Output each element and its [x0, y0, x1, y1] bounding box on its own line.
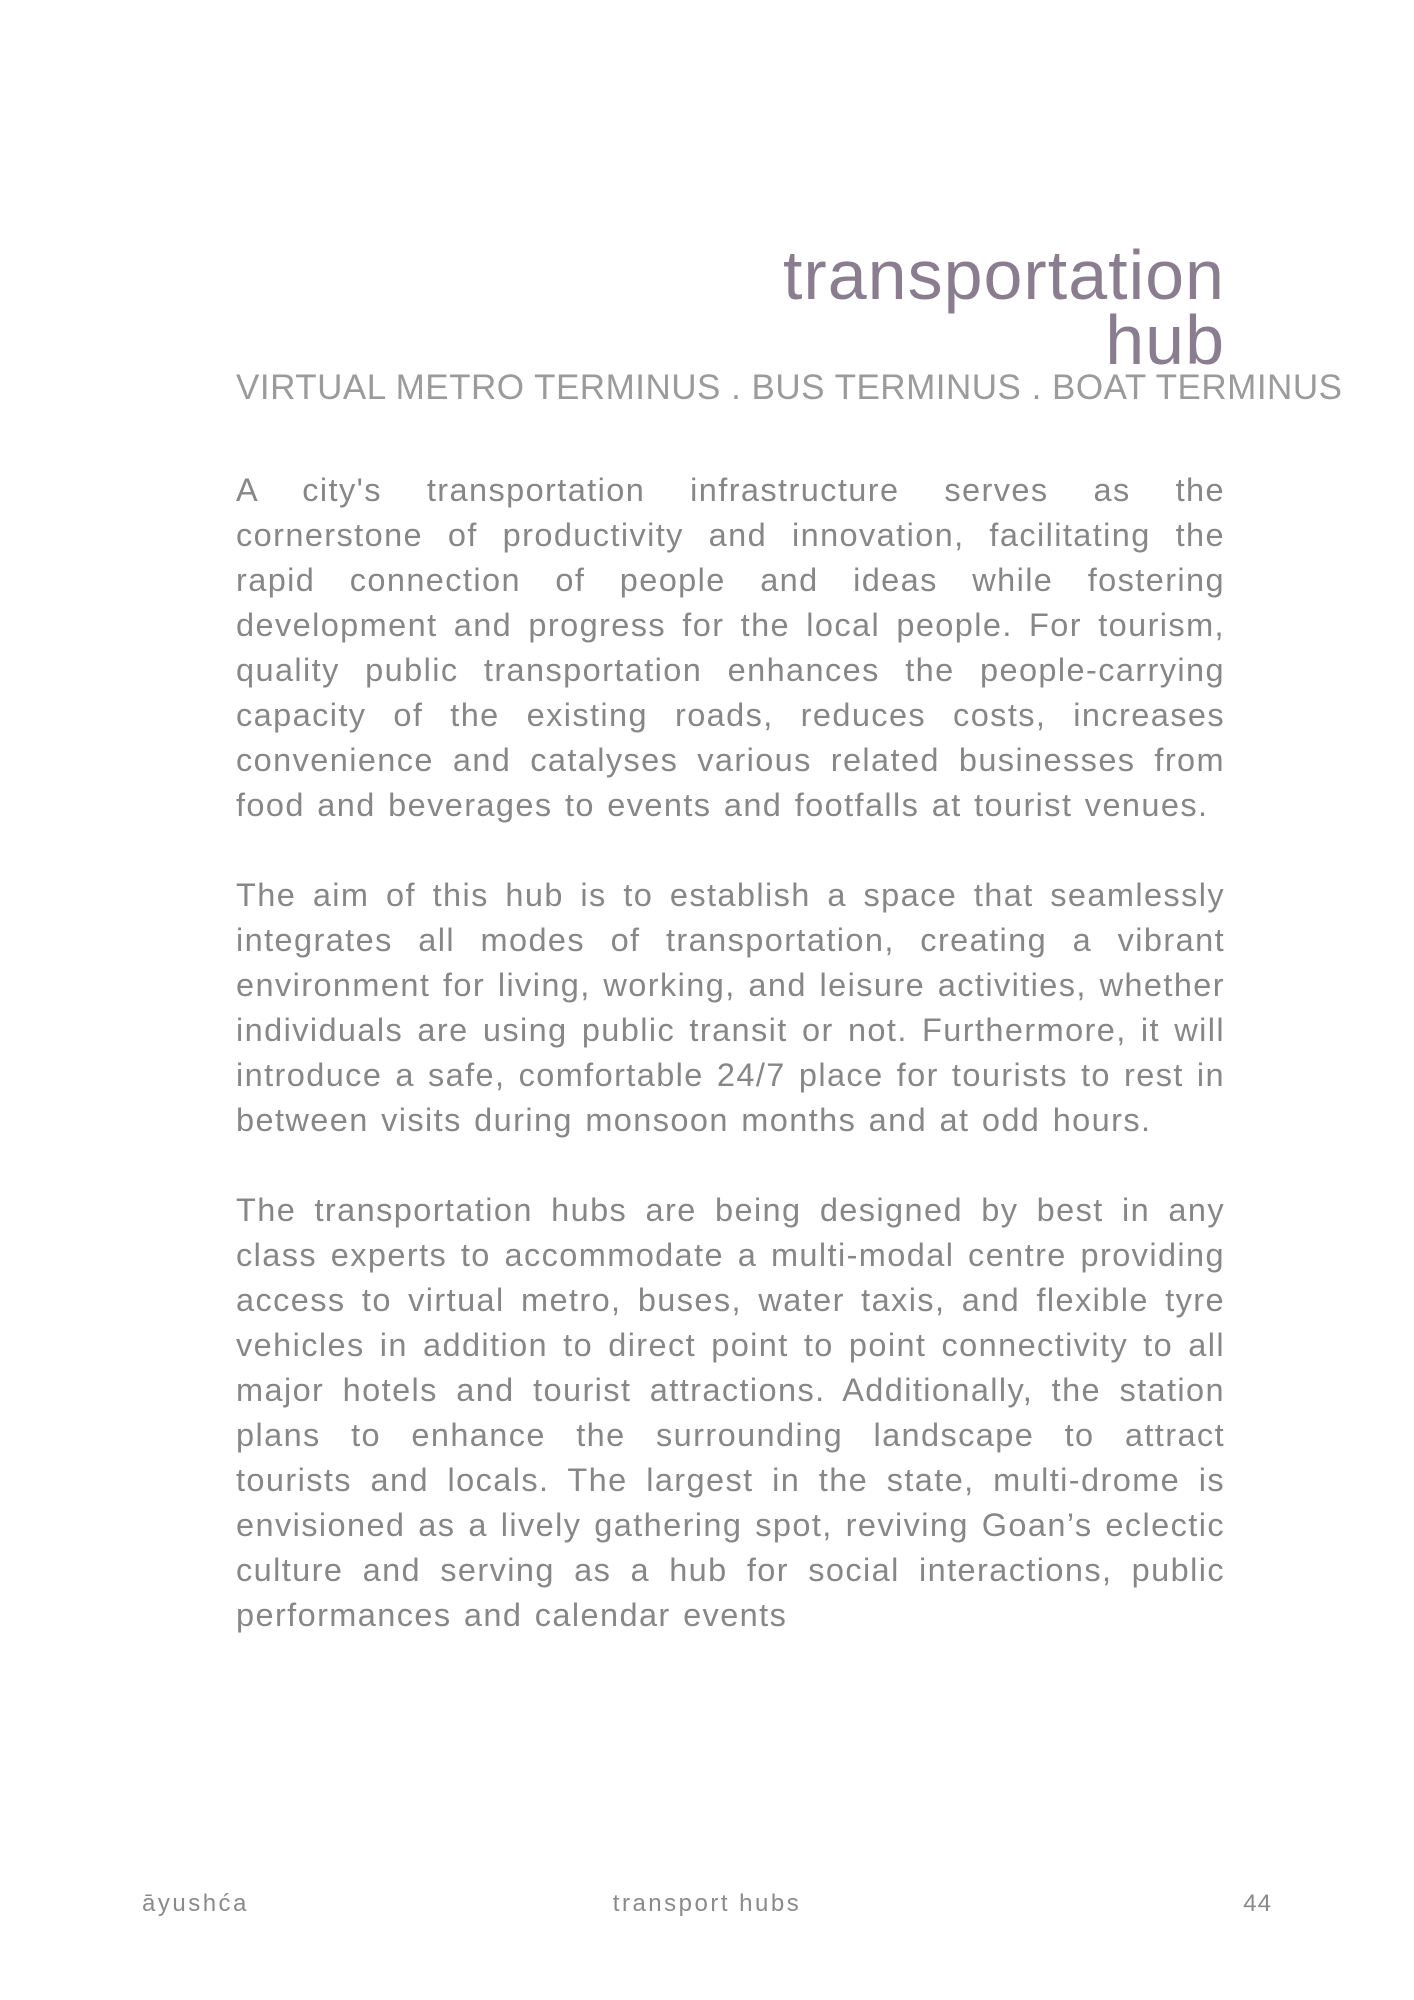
- body-paragraph: A city's transportation infrastructure serves as the cornerstone of productivity and innovation, facilitating the rapid connection of people and ideas while fostering development and progress for the local people. For tourism, quality public transportation enhances the people-carrying capacity of the existing roads, reduces costs, increases convenience and catalyses various related businesses from food and beverages to events and footfalls at tourist venues.: [236, 472, 1225, 823]
- page-title: [782, 235, 1225, 379]
- footer-page-number: 44: [1243, 1890, 1272, 1917]
- subtitle: VIRTUAL METRO TERMINUS . BUS TERMINUS . BOAT TERMINUS: [236, 368, 1343, 407]
- page-title-line-2: hub: [1105, 300, 1225, 379]
- body-paragraph: The transportation hubs are being designed by best in any class experts to accommodate a multi-modal centre providing access to virtual metro, buses, water taxis, and flexible tyre vehicles in addition to direct point to point connectivity to all major hotels and tourist attractions. Additionally, the station plans to enhance the surrounding landscape to attract tourists and locals. The largest in the state, multi-drome is envisioned as a lively gathering spot, reviving Goan’s eclectic culture and serving as a hub for social interactions, public performances and calendar events: [236, 1192, 1225, 1633]
- footer-author-name: āyushća: [142, 1890, 249, 1917]
- footer-section-title: transport hubs: [612, 1890, 802, 1917]
- page-title-line-1: transportation: [782, 235, 1225, 314]
- footer-section: [0, 1890, 1414, 1918]
- body-text: [236, 468, 1225, 1683]
- body-paragraph: The aim of this hub is to establish a space that seamlessly integrates all modes of transportation, creating a vibrant environment for living, working, and leisure activities, whether individuals are using public transit or not. Furthermore, it will introduce a safe, comfortable 24/7 place for tourists to rest in between visits during monsoon months and at odd hours.: [236, 877, 1225, 1138]
